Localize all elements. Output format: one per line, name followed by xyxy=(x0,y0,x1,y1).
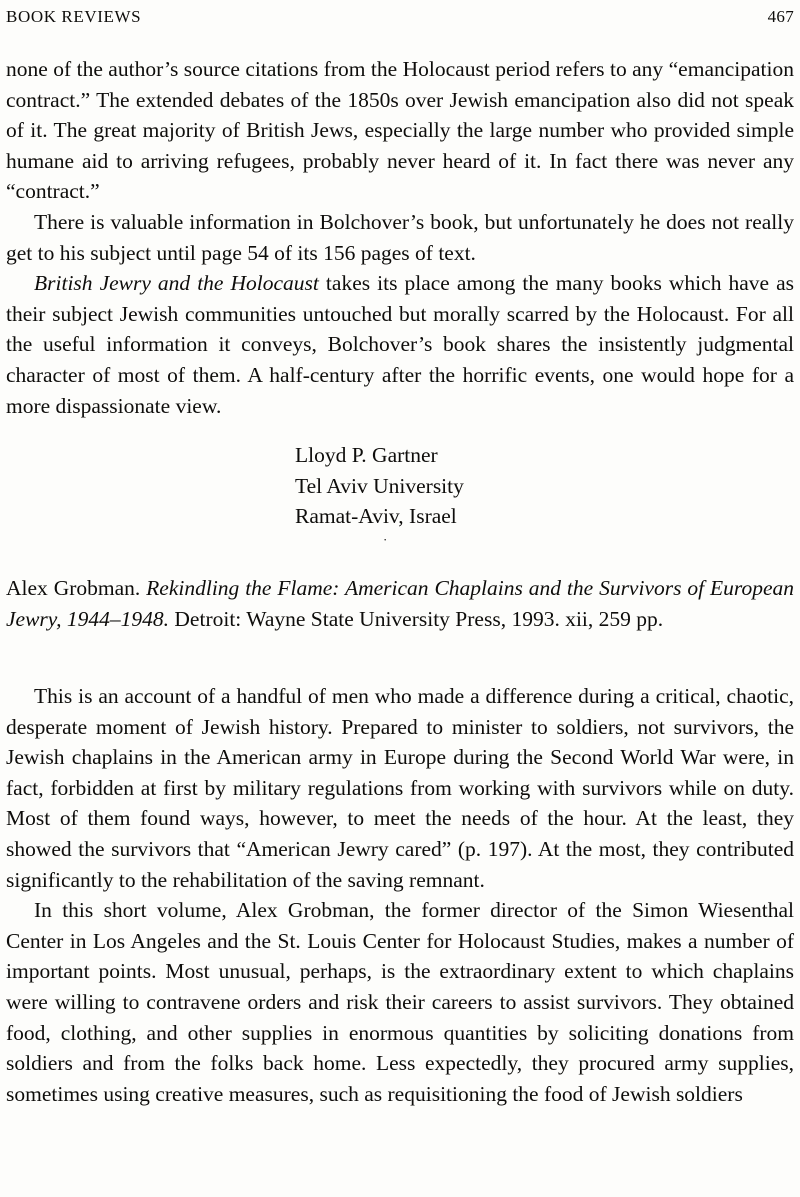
book-title-italic: Rekindling the Flame: American Chaplains and the Survivors of European Jewry, 1944–1948. xyxy=(6,575,794,631)
paragraph-text: takes its place among the many books which have as their subject Jewish communities untouched but morally scarred by the Holocaust. For all the useful information it conveys, Bolchover’s book shares the insistently judgmental character of most of them. A half-century after the horrific events, one would hope for a more dispassionate view. xyxy=(6,271,795,418)
review-signature xyxy=(295,440,794,532)
review2-body xyxy=(6,681,794,1109)
paragraph: none of the author’s source citations from the Holocaust period refers to any “emancipation contract.” The extended debates of the 1850s over Jewish emancipation also did not speak of it. The great majority of British Jews, especially the large number who provided simple humane aid to arriving refugees, probably never heard of it. In fact there was never any “contract.” xyxy=(6,57,794,204)
book-title-italic: British Jewry and the Holocaust xyxy=(34,271,319,296)
scan-artifact-dot: · xyxy=(383,531,388,547)
review1-body xyxy=(6,54,794,421)
paragraph: This is an account of a handful of men who made a difference during a critical, chaotic, desperate moment of Jewish history. Prepared to minister to soldiers, not survivors, the Jewish chaplains in the American army in Europe during the Second World War were, in fact, forbidden at first by military regulations from working with survivors while on duty. Most of them found ways, however, to meet the needs of the hour. At the least, they showed the survivors that “American Jewry cared” (p. 197). At the most, they contributed significantly to the rehabilitation of the saving remnant. xyxy=(6,684,794,892)
paragraph: In this short volume, Alex Grobman, the former director of the Simon Wiesenthal Center in Los Angeles and the St. Louis Center for Holocaust Studies, makes a number of important points. Most unusual, perhaps, is the extraordinary extent to which chaplains were willing to contravene orders and risk their careers to assist survivors. They obtained food, clothing, and other supplies in enormous quantities by soliciting donations from soldiers and from the folks back home. Less expectedly, they procured army supplies, sometimes using creative measures, such as requisitioning the food of Jewish soldiers xyxy=(6,898,794,1106)
paragraph xyxy=(6,268,794,421)
reviewer-affiliation: Tel Aviv University xyxy=(295,473,464,498)
review-publication-info: Detroit: Wayne State University Press, 1993. xii, 259 pp. xyxy=(169,606,664,631)
page-number: 467 xyxy=(767,7,794,26)
reviewer-name: Lloyd P. Gartner xyxy=(295,443,438,468)
reviewer-location: Ramat-Aviv, Israel xyxy=(295,504,457,529)
review-heading xyxy=(6,573,794,634)
page-header xyxy=(6,5,794,27)
paragraph: There is valuable information in Bolchover’s book, but unfortunately he does not really get to his subject until page 54 of its 156 pages of text. xyxy=(6,209,794,265)
review-author: Alex Grobman. xyxy=(6,575,147,600)
running-head: BOOK REVIEWS xyxy=(6,7,142,26)
